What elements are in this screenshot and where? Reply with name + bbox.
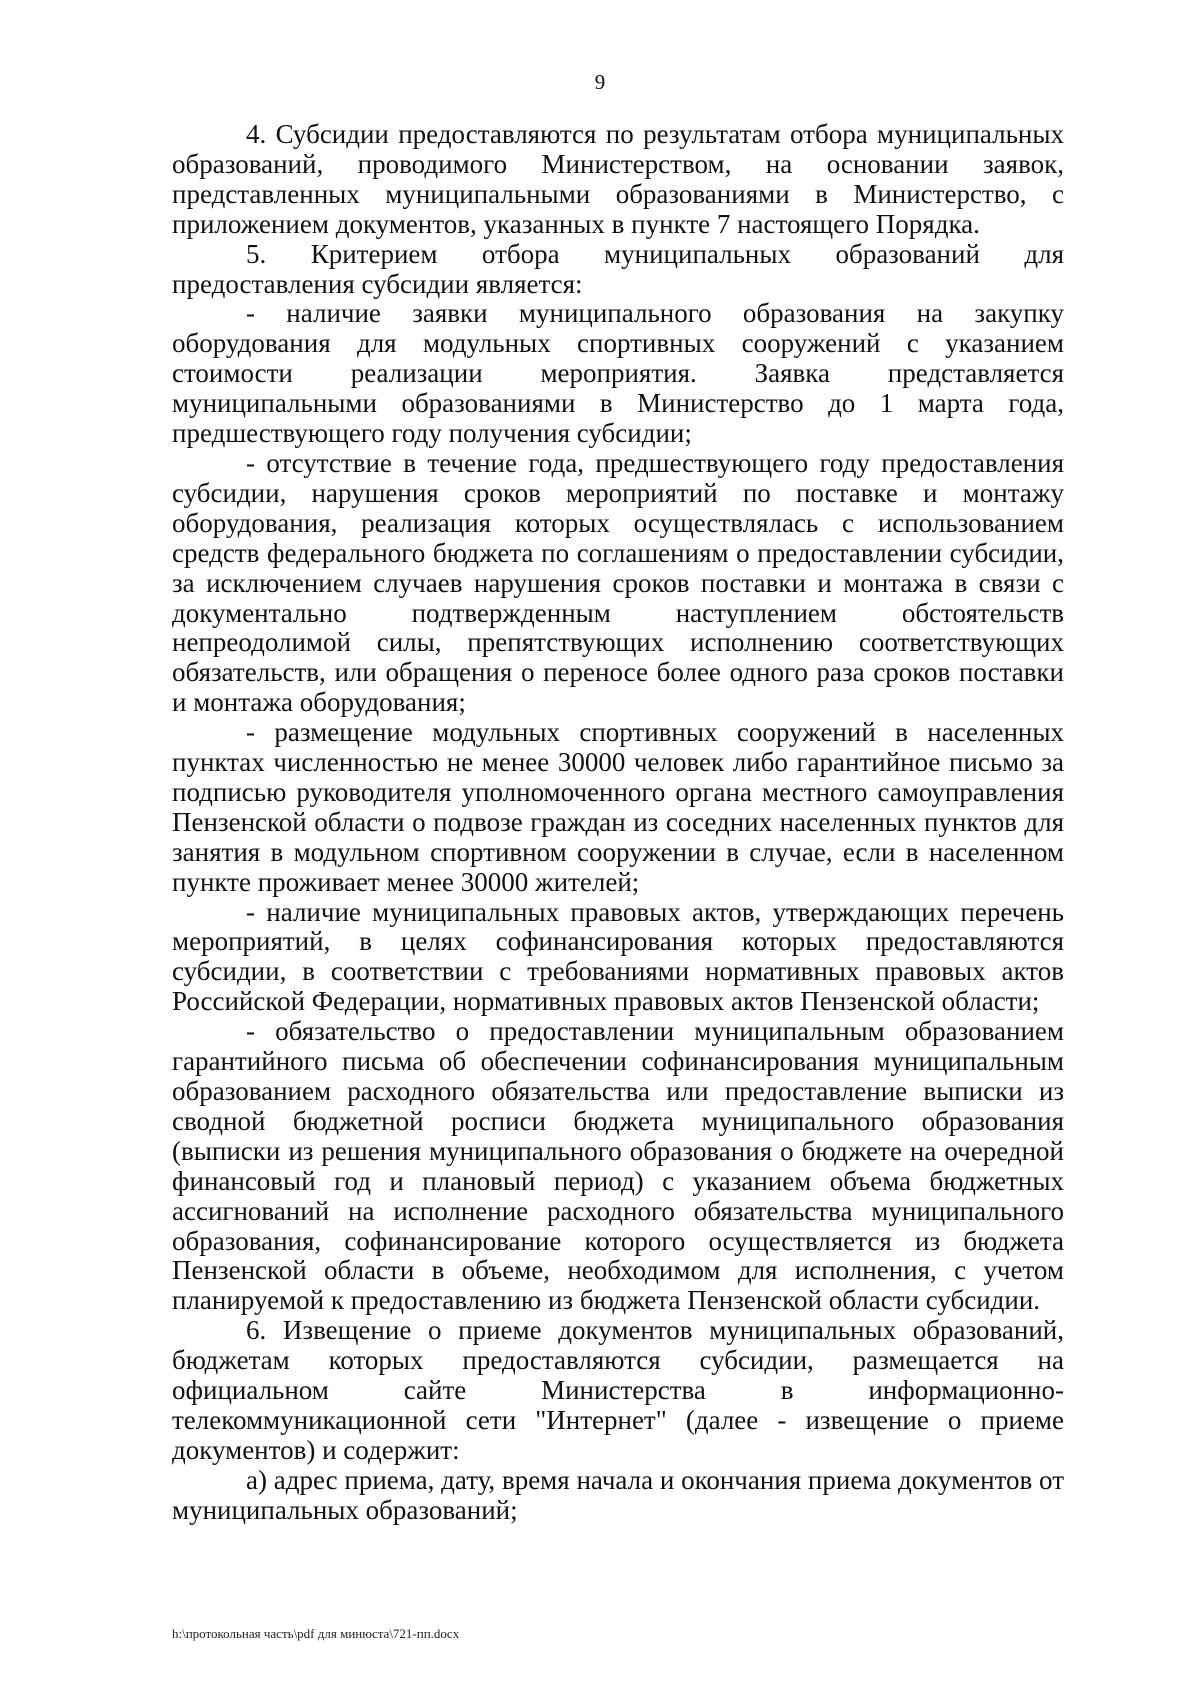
criterion-application: - наличие заявки муниципального образования на закупку оборудования для модульных спортивных сооружений с указанием стоимости реализации мероприятия. Заявка представляется муниципальными образованиями в Министерство до 1 марта года, предшествующего году получения субсидии; [172,298,1064,449]
criterion-no-violations: - отсутствие в течение года, предшествующего году предоставления субсидии, нарушения сроков мероприятий по поставке и монтажу оборудования, реализация которых осуществлялась с использованием средств федерального бюджета по соглашениям о предоставлении субсидии, за исключением случаев нарушения сроков поставки и монтажа в связи с документально подтвержденным наступлением обстоятельств непреодолимой силы, препятствующих исполнению соответствующих обязательств, или обращения о переносе более одного раза сроков поставки и монтажа оборудования; [172,447,1064,718]
criterion-cofinancing: - обязательство о предоставлении муниципальным образованием гарантийного письма об обеспечении софинансирования муниципальным образованием расходного обязательства или предоставление выписки из сводной бюджетной росписи бюджета муниципального образования (выписки из решения муниципального образования о бюджете на очередной финансовый год и плановый период) с указанием объема бюджетных ассигнований на исполнение расходного обязательства муниципального образования, софинансирование которого осуществляется из бюджета Пензенской области в объеме, необходимом для исполнения, с учетом планируемой к предоставлению из бюджета Пензенской области субсидии. [172,1016,1064,1316]
criterion-legal-acts: - наличие муниципальных правовых актов, утверждающих перечень мероприятий, в целях софинансирования которых предоставляются субсидии, в соответствии с требованиями нормативных правовых актов Российской Федерации, нормативных правовых актов Пензенской области; [172,896,1064,1017]
criterion-population: - размещение модульных спортивных сооружений в населенных пунктах численностью не менее 30000 человек либо гарантийное письмо за подписью руководителя уполномоченного органа местного самоуправления Пензенской области о подвозе граждан из соседних населенных пунктов для занятия в модульном спортивном сооружении в случае, если в населенном пункте проживает менее 30000 жителей; [172,717,1064,897]
paragraph-item-4: 4. Субсидии предоставляются по результатам отбора муниципальных образований, проводимого Министерством, на основании заявок, представленных муниципальными образованиями в Министерство, с приложением документов, указанных в пункте 7 настоящего Порядка. [172,119,1064,239]
paragraph-item-5: 5. Критерием отбора муниципальных образований для предоставления субсидии является: [172,238,1064,299]
subitem-a: а) адрес приема, дату, время начала и окончания приема документов от муниципальных образований; [172,1464,1064,1525]
paragraph-item-6: 6. Извещение о приеме документов муниципальных образований, бюджетам которых предоставляются субсидии, размещается на официальном сайте Министерства в информационно-телекоммуникационной сети "Интернет" (далее - извещение о приеме документов) и содержит: [172,1315,1064,1465]
page-number: 9 [594,70,606,94]
file-path-footer: h:\протокольная часть\pdf для минюста\721-пп.docx [172,1626,460,1641]
document-body [172,120,1064,1526]
